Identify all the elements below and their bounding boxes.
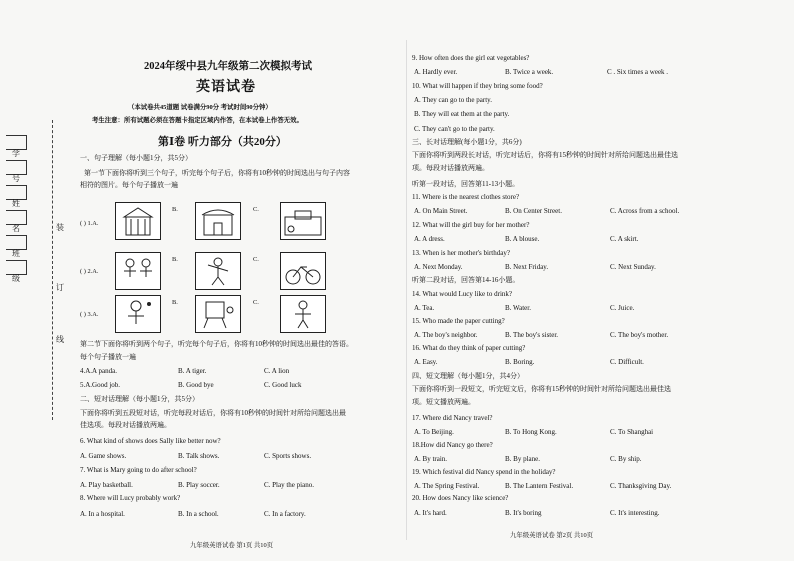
exam-info: （本试卷共45道题 试卷满分90分 考试时间90分钟） — [128, 104, 272, 111]
option-text: C. Juice. — [610, 304, 635, 312]
option-text: 5.A.Good job. — [80, 381, 121, 389]
gutter-label: 名 — [12, 224, 20, 233]
section-desc: 下面你将听到五段短对话，听完每段对话后，你将有10秒钟的时间针对所给问题选出最 — [80, 409, 346, 417]
kids-playing-picture — [115, 252, 161, 290]
exam-notice: 考生注意：所有试题必须在答题卡指定区域内作答，在本试卷上作答无效。 — [92, 117, 303, 124]
question-text: 15. Who made the paper cutting? — [412, 317, 505, 325]
singing-picture — [115, 295, 161, 333]
option-text: A. The Spring Festival. — [414, 482, 480, 490]
option-text: B. On Center Street. — [505, 207, 562, 215]
gutter-label: 姓 — [12, 199, 20, 208]
question-text: 13. When is her mother's birthday? — [412, 249, 510, 257]
subject-title: 英语试卷 — [196, 80, 256, 95]
option-text: 4.A.A panda. — [80, 367, 117, 375]
section-title: 四、短文理解（每小题1分，共4分） — [412, 372, 524, 380]
question-text: 8. Where will Lucy probably work? — [80, 494, 181, 502]
dancing-picture — [195, 252, 241, 290]
option-text: C . Six times a week . — [607, 68, 669, 76]
option-text: A. Play basketball. — [80, 481, 133, 489]
option-text: B. Next Friday. — [505, 263, 549, 271]
question-number: ( ) 2.A. — [80, 268, 99, 275]
page-footer: 九年级英语试卷 第1页 共10页 — [190, 542, 274, 549]
section-title: 一、句子理解（每小题1分，共5分） — [80, 154, 192, 162]
section-desc: 佳选项。每段对话播放两遍。 — [80, 421, 171, 429]
option-text: C. Across from a school. — [610, 207, 680, 215]
option-text: B. The Lantern Festival. — [505, 482, 574, 490]
question-text: 10. What will happen if they bring some food? — [412, 82, 543, 90]
option-text: A. Game shows. — [80, 452, 127, 460]
zoo-icon — [281, 203, 325, 239]
option-text: C. They can't go to the party. — [414, 125, 495, 133]
option-text: B. Talk shows. — [178, 452, 220, 460]
option-text: B. It's boring — [505, 509, 542, 517]
option-label: B. — [172, 256, 178, 263]
building-icon — [116, 203, 160, 239]
question-text: 7. What is Mary going to do after school? — [80, 466, 197, 474]
option-text: C. It's interesting. — [610, 509, 660, 517]
option-text: A. They can go to the party. — [414, 96, 492, 104]
option-text: B. They will eat them at the party. — [414, 110, 510, 118]
section-desc: 项。每段对话播放两遍。 — [412, 164, 489, 172]
gutter-label: 级 — [12, 274, 20, 283]
option-text: C. Sports shows. — [264, 452, 312, 460]
page-footer: 九年级英语试卷 第2页 共10页 — [510, 532, 594, 539]
option-text: B. In a school. — [178, 510, 219, 518]
dancer-icon — [196, 253, 240, 289]
question-text: 9. How often does the girl eat vegetables? — [412, 54, 530, 62]
option-text: C. A lion — [264, 367, 290, 375]
section-title: 三、长对话理解(每小题1分，共6分) — [412, 138, 522, 146]
section-desc: 第二节下面你将听到两个句子，听完每个句子后，你将有10秒钟的时间选出最佳的答语。 — [80, 340, 353, 348]
option-label: C. — [253, 256, 259, 263]
option-text: B. A blouse. — [505, 235, 540, 243]
option-label: C. — [253, 299, 259, 306]
bicycle-icon — [281, 253, 325, 289]
option-text: B. By plane. — [505, 455, 540, 463]
option-text: B. To Hong Kong. — [505, 428, 557, 436]
option-text: C. Good luck — [264, 381, 302, 389]
option-text: B. Water. — [505, 304, 531, 312]
kids-icon — [116, 253, 160, 289]
zoo-picture — [280, 202, 326, 240]
question-text: 20. How does Nancy like science? — [412, 494, 509, 502]
option-text: A. On Main Street. — [414, 207, 468, 215]
binding-line — [52, 120, 53, 420]
gutter-label: 线 — [56, 335, 64, 344]
dialogue-intro: 听第一段对话，回答第11-13小题。 — [412, 180, 520, 188]
option-text: C. Thanksgiving Day. — [610, 482, 672, 490]
section-desc: 下面你将听到一段短文，听完短文后，你将有15秒钟的时间针对所给问题选出最佳选 — [412, 385, 671, 393]
gutter-label: 装 — [56, 223, 64, 232]
cycling-picture — [280, 252, 326, 290]
option-text: A. It's hard. — [414, 509, 447, 517]
option-text: C. In a factory. — [264, 510, 306, 518]
option-text: B. Twice a week. — [505, 68, 554, 76]
option-text: B. Boring. — [505, 358, 535, 366]
question-text: 18.How did Nancy go there? — [412, 441, 493, 449]
question-number: ( ) 3.A. — [80, 311, 99, 318]
gutter-label: 订 — [56, 283, 64, 292]
drawing-picture — [195, 295, 241, 333]
option-text: A. Tea. — [414, 304, 435, 312]
exam-title: 2024年绥中县九年级第二次模拟考试 — [144, 61, 312, 72]
option-text: B. A tiger. — [178, 367, 207, 375]
option-label: B. — [172, 206, 178, 213]
gutter-label: 学 — [12, 149, 20, 158]
section-title: 二、短对话理解（每小题1分，共5分） — [80, 395, 199, 403]
option-text: A. Next Monday. — [414, 263, 463, 271]
option-text: C. By ship. — [610, 455, 642, 463]
gutter-label: 班 — [12, 249, 20, 258]
question-text: 17. Where did Nancy travel? — [412, 414, 493, 422]
option-text: B. Play soccer. — [178, 481, 220, 489]
page-divider — [406, 40, 407, 540]
gutter-label: 号 — [12, 174, 20, 183]
question-text: 11. Where is the nearest clothes store? — [412, 193, 520, 201]
option-text: A. The boy's neighbor. — [414, 331, 478, 339]
option-text: A. Easy. — [414, 358, 438, 366]
part-title: 第Ⅰ卷 听力部分（共20分） — [158, 136, 287, 148]
section-desc: 第一节下面你将听到三个句子，听完每个句子后，你将有10秒钟的时间选出与句子内容 — [84, 169, 350, 177]
section-desc: 每个句子播放一遍 — [80, 353, 136, 361]
section-desc: 相符的图片。每个句子播放一遍 — [80, 181, 178, 189]
section-desc: 下面你将听到两段长对话，听完对话后，你将有15秒钟的时间针对所给问题选出最佳选 — [412, 151, 678, 159]
option-text: C. Play the piano. — [264, 481, 314, 489]
easel-icon — [196, 296, 240, 332]
option-text: B. Good bye — [178, 381, 214, 389]
option-text: C. A skirt. — [610, 235, 639, 243]
option-text: A. In a hospital. — [80, 510, 125, 518]
option-text: A. A dress. — [414, 235, 445, 243]
dialogue-intro: 听第二段对话，回答第14-16小题。 — [412, 276, 520, 284]
option-text: C. To Shanghai — [610, 428, 654, 436]
option-text: A. Hardly ever. — [414, 68, 458, 76]
section-desc: 项。短文播放两遍。 — [412, 398, 475, 406]
reading-picture — [280, 295, 326, 333]
option-label: B. — [172, 299, 178, 306]
option-text: A. To Beijing. — [414, 428, 454, 436]
option-text: A. By train. — [414, 455, 448, 463]
question-number: ( ) 1.A. — [80, 220, 99, 227]
question-text: 19. Which festival did Nancy spend in the holiday? — [412, 468, 556, 476]
option-text: C. Difficult. — [610, 358, 644, 366]
question-text: 14. What would Lucy like to drink? — [412, 290, 512, 298]
option-label: C. — [253, 206, 259, 213]
option-text: C. Next Sunday. — [610, 263, 656, 271]
option-text: C. The boy's mother. — [610, 331, 669, 339]
question-text: 12. What will the girl buy for her mother? — [412, 221, 530, 229]
singer-icon — [116, 296, 160, 332]
building-picture — [115, 202, 161, 240]
question-text: 6. What kind of shows does Sally like better now? — [80, 437, 221, 445]
person-icon — [281, 296, 325, 332]
question-text: 16. What do they think of paper cutting? — [412, 344, 526, 352]
cinema-icon — [196, 203, 240, 239]
cinema-picture — [195, 202, 241, 240]
option-text: B. The boy's sister. — [505, 331, 559, 339]
